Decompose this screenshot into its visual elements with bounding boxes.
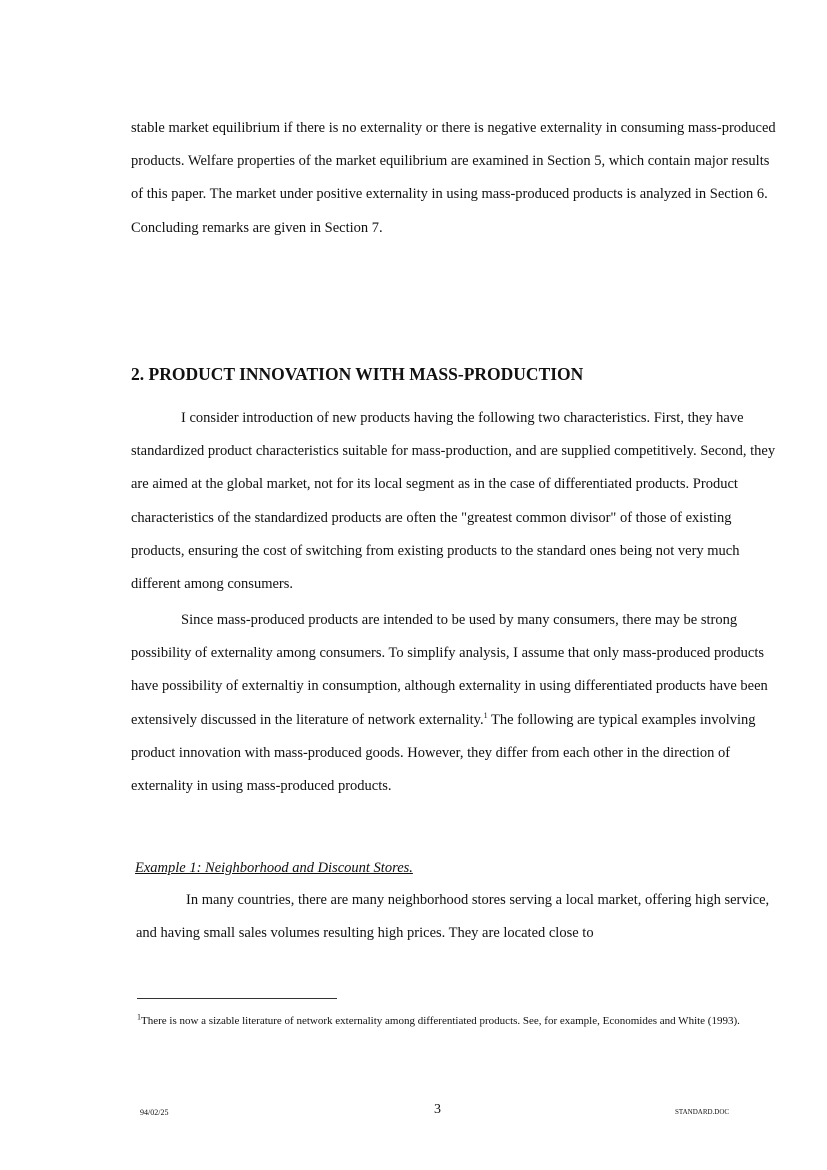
footnote-marker: 1 bbox=[137, 1012, 141, 1022]
page-number: 3 bbox=[434, 1102, 441, 1117]
section-paragraph-2 bbox=[131, 604, 776, 803]
footnote-reference: 1 bbox=[483, 710, 488, 720]
footnote bbox=[137, 1004, 757, 1038]
section-paragraph-1: I consider introduction of new products having the following two characteristics. First, they have standardized product characteristics suitable for mass-production, and are supplied competitively. Second, they are aimed at the global market, not for its local segment as in the case of differentiated products. Product characteristics of the standardized products are often the "greatest common divisor" of those of existing products, ensuring the cost of switching from existing products to the standard ones being not very much different among consumers. bbox=[131, 410, 776, 593]
paragraph-2-text: Since mass-produced products are intended to be used by many consumers, there may be strong possibility of externality among consumers. To simplify analysis, I assume that only mass-produced products have possibility of externaltiy in consumption, although externality in using differentiated products have been extensively discussed in the literature of network externality. bbox=[131, 612, 768, 728]
footer-date: 94/02/25 bbox=[140, 1108, 169, 1117]
footer-filename: STANDARD.DOC bbox=[675, 1108, 730, 1116]
footnote-text: There is now a sizable literature of network externality among differentiated products. See, for example, Economides and White (1993). bbox=[141, 1015, 740, 1027]
example-title: Example 1: Neighborhood and Discount Stores. bbox=[135, 860, 413, 876]
intro-paragraph: stable market equilibrium if there is no externality or there is negative externality in consuming mass-produced products. Welfare properties of the market equilibrium are examined in Section 5, which contain major results of this paper. The market under positive externality in using mass-produced products is analyzed in Section 6. Concluding remarks are given in Section 7. bbox=[131, 120, 776, 236]
footnote-divider bbox=[137, 998, 337, 999]
section-heading: 2. PRODUCT INNOVATION WITH MASS-PRODUCTION bbox=[131, 364, 584, 384]
paragraph-2-continuation: The following are typical examples involving product innovation with mass-produced goods. However, they differ from each other in the direction of externality in using mass-produced products. bbox=[131, 711, 756, 795]
section-paragraph-3: In many countries, there are many neighborhood stores serving a local market, offering high service, and having small sales volumes resulting high prices. They are located close to bbox=[136, 892, 770, 942]
